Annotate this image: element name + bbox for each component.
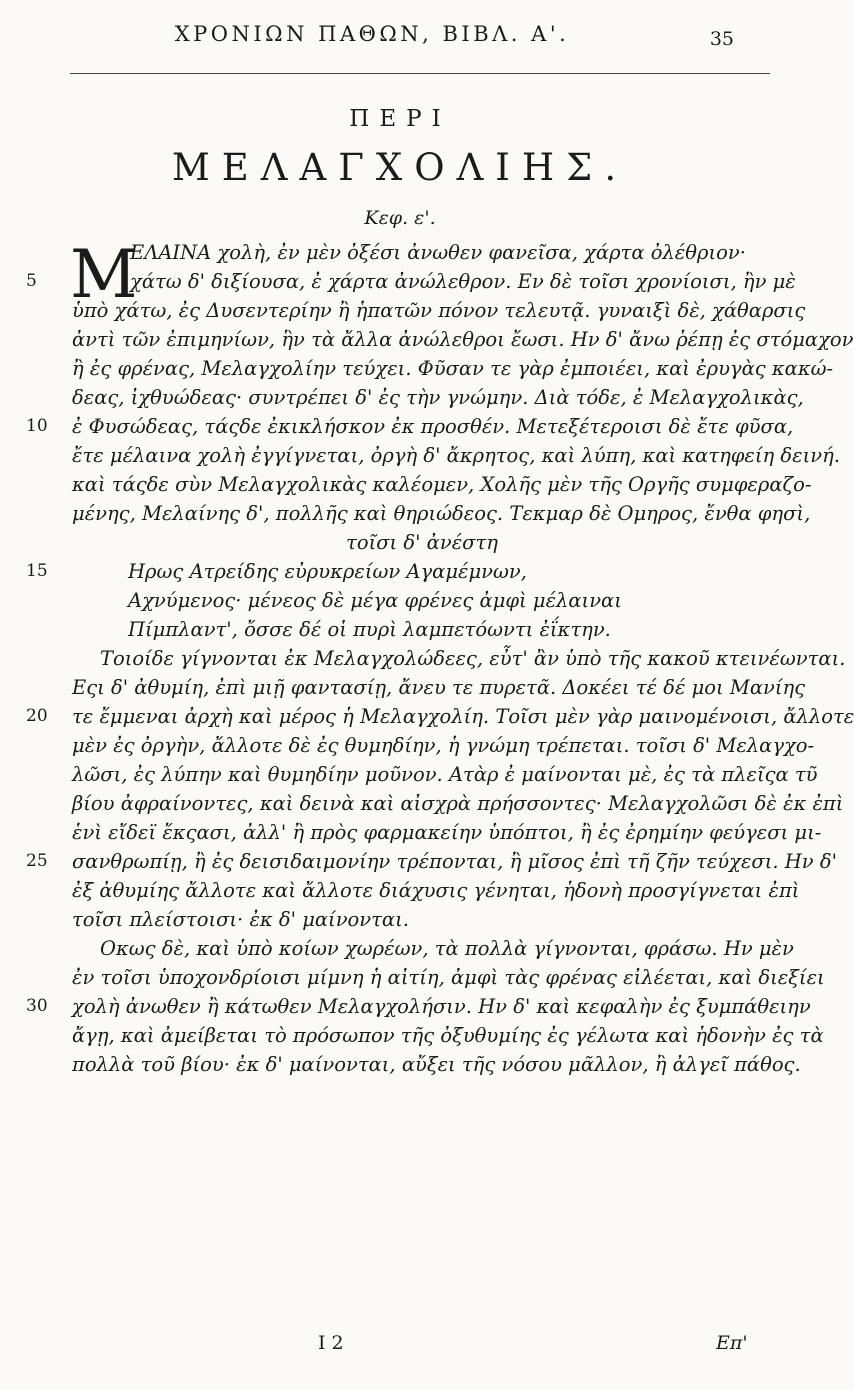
line-text: μένης, Μελαίνης δ', πολλῆς καὶ θηριώδεος. Τεκμαρ δὲ Ομηρος, ἔνθα φησὶ, [72,502,811,525]
drop-cap: Μ [70,236,138,313]
text-line [26,557,772,586]
line-text: ἐν τοῖσι ὑποχονδρίοισι μίμνη ἡ αἰτίη, ἀμφὶ τὰς φρένας εἰλέεται, καὶ διεξίει [72,966,825,989]
text-line [72,528,772,557]
text-line [72,1050,801,1079]
header-rule [70,73,770,74]
line-text: σανθρωπίῃ, ἢ ἐς δεισιδαιμονίην τρέπονται, ἢ μῖσος ἐπὶ τῆ ζῆν τεύχεσι. Ην δ' [72,850,837,873]
page-number: 35 [709,28,734,50]
line-number: 15 [26,561,48,581]
line-text: ἄγῃ, καὶ ἀμείβεται τὸ πρόσωπον τῆς ὀξυθυμίης ἐς γέλωτα καὶ ἡδονὴν ἐς τὰ [72,1024,824,1047]
line-number: 30 [26,996,48,1016]
text-line [72,354,834,383]
text-line [72,586,772,615]
text-line [26,412,794,441]
running-title: ΧΡΟΝΙΩΝ ΠΑΘΩΝ, ΒΙΒΛ. Α'. [174,22,570,46]
text-line [26,267,796,296]
text-line [26,847,837,876]
line-number: 10 [26,416,48,436]
chapter-label: Κεφ. ε'. [364,207,436,229]
text-line [72,325,854,354]
text-line [72,383,804,412]
line-text: τοῖσι δ' ἀνέστη [346,531,498,554]
line-text: δεας, ἰχθυώδεας· συντρέπει δ' ἐς τὴν γνώμην. Διὰ τόδε, ἐ Μελαγχολικὰς, [72,386,804,409]
text-line [26,992,811,1021]
line-text: ἐ Φυσώδεας, τάςδε ἐκικλήσκον ἐκ προσθέν. Μετεξέτεροισι δὲ ἔτε φῦσα, [72,415,794,438]
text-line [72,470,812,499]
line-text: Αχνύμενος· μένεος δὲ μέγα φρένες ἀμφὶ μέλαιναι [128,589,622,612]
line-text: τε ἔμμεναι ἀρχὴ καὶ μέρος ἡ Μελαγχολίη. Τοῖσι μὲν γὰρ μαινομένοισι, ἄλλοτε [72,705,854,728]
text-line [72,644,846,673]
line-text: ὑπὸ χάτω, ἐς Δυσεντερίην ἢ ἡπατῶν πόνον τελευτᾷ. γυναιξὶ δὲ, χάθαρσις [72,299,806,322]
line-text: βίου ἀφραίνοντες, καὶ δεινὰ καὶ αἰσχρὰ πρήσσοντες· Μελαγχολῶσι δὲ ἐκ ἐπὶ [72,792,844,815]
text-line [72,615,772,644]
text-line [72,934,794,963]
line-text: Ηρως Ατρείδης εὐρυκρείων Αγαμέμνων, [128,560,527,583]
line-text: καὶ τάςδε σὺν Μελαγχολικὰς καλέομεν, Χολῆς μὲν τῆς Οργῆς συμφεραζο- [72,473,812,496]
line-text: Πίμπλαντ', ὄσσε δέ οἱ πυρὶ λαμπετόωντι ἐΐκτην. [128,618,611,641]
line-text: χάτω δ' διξίουσα, ἐ χάρτα ἀνώλεθρον. Εν δὲ τοῖσι χρονίοισι, ἢν μὲ [130,270,796,293]
running-head [0,18,800,58]
text-line [72,673,806,702]
catchword: Επ' [716,1332,748,1354]
line-text: λῶσι, ἐς λύπην καὶ θυμηδίην μοῦνον. Ατὰρ ἐ μαίνονται μὲ, ἐς τὰ πλεῖςα τῦ [72,763,818,786]
line-text: ΕΛΑΙΝΑ χολὴ, ἐν μὲν ὀξέσι ἀνωθεν φανεῖσα, χάρτα ὀλέθριον· [130,241,746,264]
text-line [72,760,818,789]
text-line [72,818,822,847]
text-line [72,876,800,905]
text-line [72,731,815,760]
line-text: Τοιοίδε γίγνονται ἐκ Μελαγχολώδεες, εὖτ' ἂν ὑπὸ τῆς κακοῦ κτεινέωνται. [100,647,846,670]
line-text: Εςι δ' ἀθυμίη, ἐπὶ μιῇ φαντασίῃ, ἄνευ τε πυρετᾶ. Δοκέει τέ δέ μοι Μανίης [72,676,806,699]
signature-mark: I 2 [318,1332,344,1354]
line-text: ἑνὶ εἴδεϊ ἔκςασι, ἀλλ' ἢ πρὸς φαρμακείην ὑπόπτοι, ἢ ἐς ἐρημίην φεύγεσι μι- [72,821,822,844]
text-line [72,499,811,528]
text-line [72,441,840,470]
text-line [72,789,844,818]
body-text [26,238,854,1079]
text-line [72,905,772,934]
line-text: τοῖσι πλείστοισι· ἐκ δ' μαίνονται. [72,908,409,931]
text-line [72,296,806,325]
line-text: ἐξ ἀθυμίης ἄλλοτε καὶ ἄλλοτε διάχυσις γένηται, ἡδονὴ προσγίγνεται ἐπὶ [72,879,800,902]
line-number: 25 [26,851,48,871]
line-text: μὲν ἐς ὀργὴν, ἄλλοτε δὲ ἐς θυμηδίην, ἡ γνώμη τρέπεται. τοῖσι δ' Μελαγχο- [72,734,815,757]
line-text: Οκως δὲ, καὶ ὑπὸ κοίων χωρέων, τὰ πολλὰ γίγνονται, φράσω. Ην μὲν [100,937,794,960]
line-number: 5 [26,271,37,291]
text-line [26,702,854,731]
line-text: ἢ ἐς φρένας, Μελαγχολίην τεύχει. Φῦσαν τε γὰρ ἐμποιέει, καὶ ἐρυγὰς κακώ- [72,357,834,380]
line-text: χολὴ ἀνωθεν ἢ κάτωθεν Μελαγχολήσιν. Ην δ' καὶ κεφαλὴν ἐς ξυμπάθειην [72,995,811,1018]
line-text: ἔτε μέλαινα χολὴ ἐγγίγνεται, ὀργὴ δ' ἄκρητος, καὶ λύπη, καὶ κατηφείη δεινή. [72,444,840,467]
section-title: ΜΕΛΑΓΧΟΛΙΗΣ. [171,146,629,189]
text-line [72,238,772,267]
section-prefix: ΠΕΡΙ [349,106,451,132]
text-line [72,1021,824,1050]
line-text: ἀντὶ τῶν ἐπιμηνίων, ἣν τὰ ἄλλα ἀνώλεθροι ἔωσι. Ην δ' ἄνω ῥέπῃ ἐς στόμαχον [72,328,854,351]
text-line [72,963,825,992]
line-text: πολλὰ τοῦ βίου· ἐκ δ' μαίνονται, αὔξει τῆς νόσου μᾶλλον, ἢ ἀλγεῖ πάθος. [72,1053,801,1076]
line-number: 20 [26,706,48,726]
